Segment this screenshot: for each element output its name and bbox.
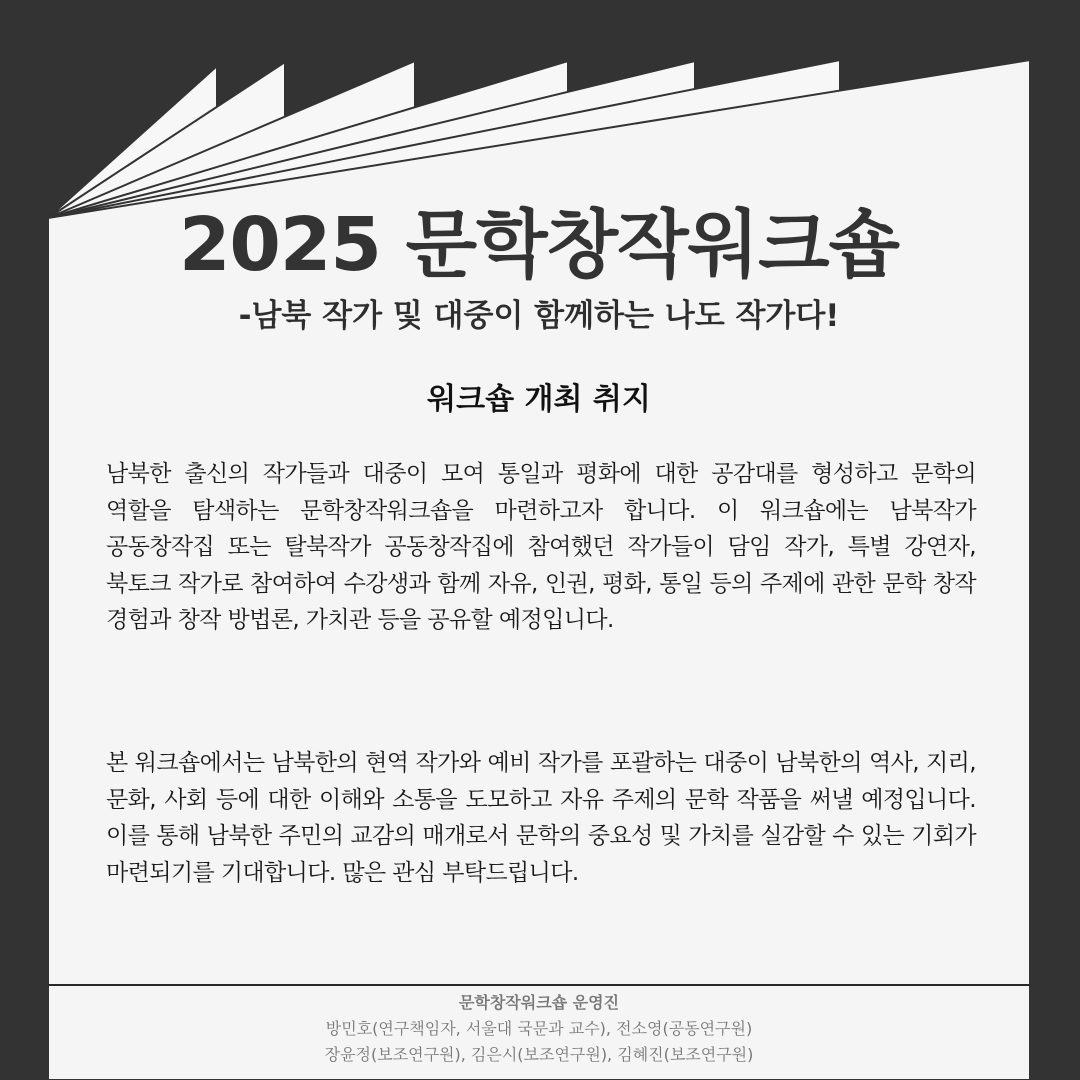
document-body — [48, 190, 1030, 1080]
body-paragraph-2: 본 워크숍에서는 남북한의 현역 작가와 예비 작가를 포괄하는 대중이 남북한의 역사, 지리, 문화, 사회 등에 대한 이해와 소통을 도모하고 자유 주제의 문학 작품을 써낼 예정입니다. 이를 통해 남북한 주민의 교감의 매개로서 문학의 중요성 및 가치를 실감할 수 있는 기회가 마련되기를 기대합니다. 많은 관심 부탁드립니다. — [106, 750, 976, 886]
footer-title: 문학창작워크숍 운영진 — [458, 993, 620, 1012]
body-paragraph-1: 남북한 출신의 작가들과 대중이 모여 통일과 평화에 대한 공감대를 형성하고 문학의 역할을 탐색하는 문학창작워크숍을 마련하고자 합니다. 이 워크숍에는 남북작가 공동창작집 또는 탈북작가 공동창작집에 참여했던 작가들이 담임 작가, 특별 강연자, 북토크 작가로 참여하여 수강생과 함께 자유, 인권, 평화, 통일 등의 주제에 관한 문학 창작 경험과 창작 방법론, 가치관 등을 공유할 예정입니다. — [106, 461, 976, 634]
page-subtitle: -남북 작가 및 대중이 함께하는 나도 작가다! — [238, 298, 840, 334]
footer-credits — [48, 990, 1030, 1068]
footer-line-1: 방민호(연구책임자, 서울대 국문과 교수), 전소영(공동연구원) — [325, 1019, 753, 1038]
page-title: 2025 문학창작워크숍 — [178, 202, 900, 288]
footer-line-2: 장윤정(보조연구원), 김은시(보조연구원), 김혜진(보조연구원) — [324, 1045, 754, 1064]
section-heading: 워크숍 개최 취지 — [427, 382, 651, 417]
footer-divider — [48, 984, 1030, 986]
